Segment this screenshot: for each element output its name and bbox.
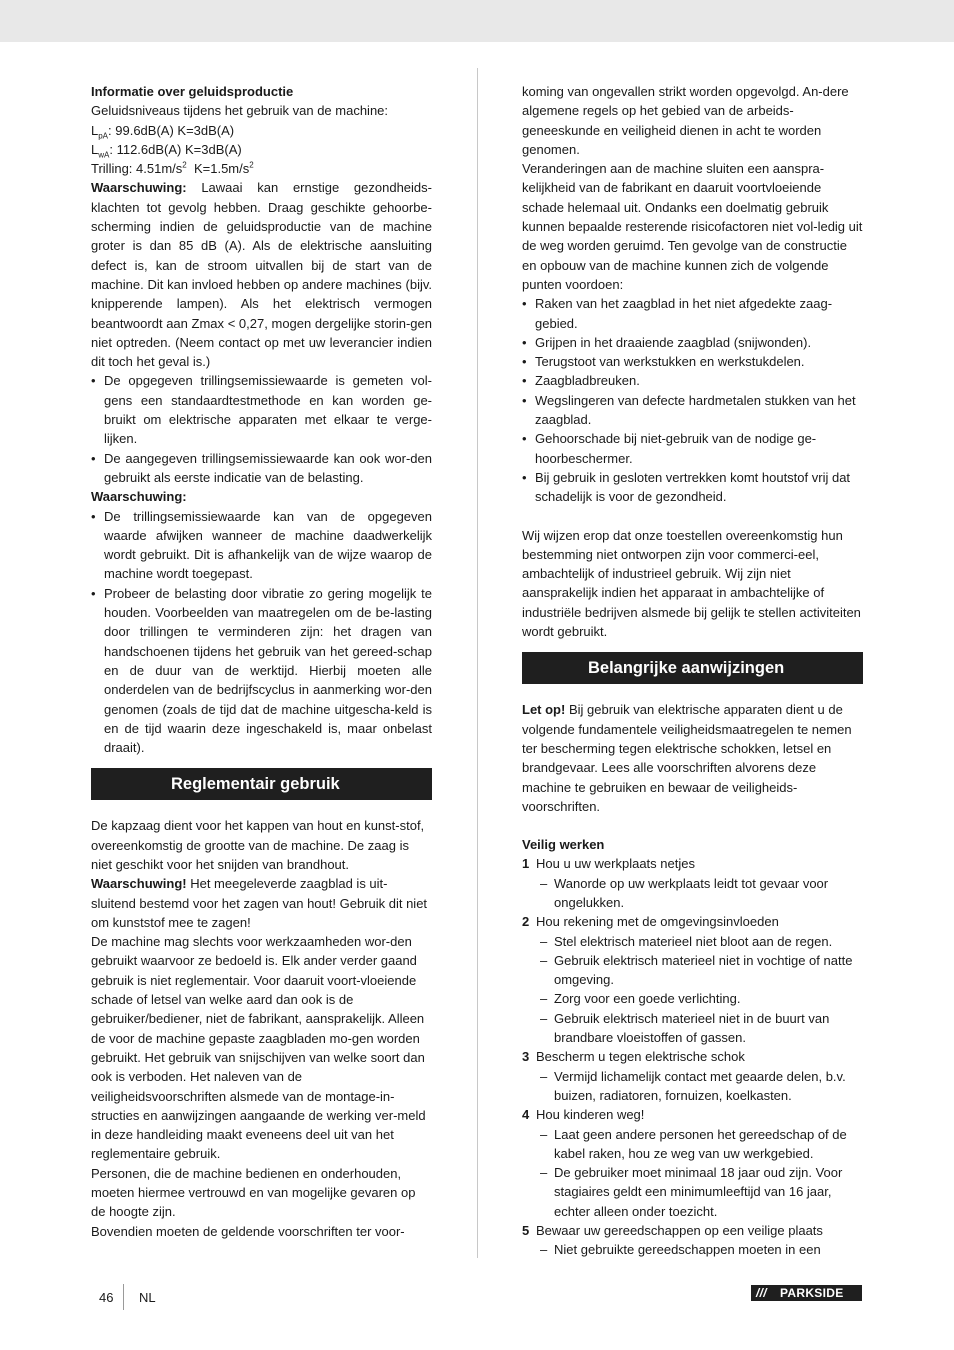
step-title: Bewaar uw gereedschappen op een veilige plaats [536, 1223, 823, 1239]
list-item: – Vermijd lichamelijk contact met geaarde delen, b.v. buizen, radiatoren, fornuizen, koelkasten. [522, 1067, 863, 1106]
intended-use-paragraph: De kapzaag dient voor het kappen van hout en kunst-stof, overeenkomstig de grootte van de machine. De zaag is niet geschikt voor het snijden van brandhout. [91, 818, 425, 872]
lpa-subscript: pA [98, 131, 109, 141]
list-item: – Zorg voor een goede verlichting. [522, 989, 863, 1008]
intended-use-paragraph: De machine mag slechts voor werkzaamheden wor-den gebruikt waarvoor ze bedoeld is. Elk ander verder gaand gebruik is niet reglementair. Voor daaruit voort-vloeiende schade of letsel van welke aard dan ook is de [91, 934, 417, 1008]
list-item: – Gebruik elektrisch materieel niet in vochtige of natte omgeving. [522, 951, 863, 990]
step-title: Hou u uw werkplaats netjes [536, 856, 695, 872]
step-title: Bescherm u tegen elektrische schok [536, 1049, 745, 1065]
section-heading-important-notes: Belangrijke aanwijzingen [522, 652, 863, 684]
logo-slashes: /// [756, 1286, 767, 1300]
vibration-line [91, 159, 432, 178]
page-number: 46 [99, 1290, 114, 1305]
list-item: • Probeer de belasting door vibratie zo gering mogelijk te houden. Voorbeelden van maatregelen om de be-lasting door trillingen te verminderen zijn: het dragen van handschoenen tijdens het gebruik van het gereed-schap en de duur van de werktijd. Hierbij moeten alle onderdelen van de bedrijfscyclus in aanmerking wor-den genomen (zoals de tijd dat de machine uitgescha-keld is en de tijd waarin deze ingeschakeld is, maar onbelast draait). [91, 584, 432, 758]
continued-paragraph: koming van ongevallen strikt worden opgevolgd. An-dere algemene regels op het gebied van de arbeids-geneeskunde en veiligheid dienen in acht te worden genomen. [522, 84, 849, 157]
noise-heading: Informatie over geluidsproductie [91, 84, 294, 99]
lpa-value: : 99.6dB(A) K=3dB(A) [108, 122, 235, 138]
lwa-symbol: L [91, 141, 99, 157]
step-number: 4 [522, 1107, 530, 1123]
list-item: • Terugstoot van werkstukken en werkstukdelen. [522, 352, 863, 371]
language-code: NL [139, 1290, 156, 1305]
list-item: – Stel elektrisch materieel niet bloot aan de regen. [522, 932, 863, 951]
vibration-warning-label: Waarschuwing: [91, 489, 187, 505]
vibration-notes-list [91, 371, 432, 487]
warning-label: Waarschuwing! [91, 876, 187, 892]
lwa-subscript: wA [98, 150, 110, 160]
right-column [522, 82, 863, 1260]
safety-steps-list [522, 854, 863, 1259]
step-title: Hou kinderen weg! [536, 1107, 645, 1123]
list-item: – Laat geen andere personen het gereedschap of de kabel raken, hou ze weg van uw werkgebied. [522, 1125, 863, 1164]
list-item: – Niet gebruikte gereedschappen moeten in een [522, 1240, 863, 1259]
list-item: • Gehoorschade bij niet-gebruik van de nodige ge-hoorbeschermer. [522, 429, 863, 468]
section-heading-intended-use: Reglementair gebruik [91, 768, 432, 800]
left-column [91, 82, 432, 1241]
safety-step [522, 1221, 863, 1260]
list-item: – De gebruiker moet minimaal 18 jaar oud zijn. Voor stagiaires geldt een minimumleeftijd van 16 jaar, echter alleen onder toezicht. [522, 1163, 863, 1221]
safety-step [522, 912, 863, 1047]
list-item: • De aangegeven trillingsemissiewaarde kan ook wor-den gebruikt als eerste indicatie van de belasting. [91, 449, 432, 488]
list-item: – Wanorde op uw werkplaats leidt tot gevaar voor ongelukken. [522, 874, 863, 913]
lwa-line [91, 140, 432, 159]
safety-step [522, 1105, 863, 1221]
vibration-unit-exponent: 2 [182, 160, 187, 170]
intended-use-warning [91, 874, 432, 932]
safety-step [522, 1047, 863, 1105]
warning-text: Het meegeleverde zaagblad is uit-sluitend bestemd voor het zagen van hout! Gebruik dit niet om kunststof mee te zagen! [91, 876, 428, 930]
vibration-value: Trilling: 4.51m/s [91, 161, 183, 177]
lpa-line [91, 121, 432, 140]
caution-paragraph [522, 700, 863, 816]
column-divider [477, 68, 478, 1258]
warning-label: Waarschuwing: [91, 180, 187, 196]
warning-text: Lawaai kan ernstige gezondheids-klachten tot gevolg hebben. Draag geschikte gehoorbe-scherming indien de geluidsproductie van de machine groter is dan 85 dB (A). Als de elektrische aansluiting defect is, kan de stroom uitvallen bij de start van de machine. Dit kan invloed hebben op andere machines (bijv. knipperende lampen). Als het elektrisch vermogen beantwoordt aan Zmax < 0,27, mogen dergelijke storin-gen niet optreden. (Neem contact op met uw leverancier indien dit toch het geval is.) [91, 180, 432, 370]
list-item: • De opgegeven trillingsemissiewaarde is gemeten vol-gens een standaardtestmethode en kan worden ge-bruikt om elektrische apparaten met elkaar te verge-lijken. [91, 371, 432, 448]
list-item: • Grijpen in het draaiende zaagblad (snijwonden). [522, 333, 863, 352]
safety-step [522, 854, 863, 912]
list-item: • De trillingsemissiewaarde kan van de opgegeven waarde afwijken wanneer de machine daadwerkelijk wordt gebruikt. Dit is afhankelijk van de wijze waarop de machine wordt toegepast. [91, 507, 432, 584]
lpa-symbol: L [91, 122, 99, 138]
intended-use-paragraph: Personen, die de machine bedienen en onderhouden, moeten hiermee vertrouwd en van mogelijke gevaren op de hoogte zijn. [91, 1165, 416, 1220]
residual-risks-list [522, 294, 863, 506]
footer-divider [123, 1284, 124, 1310]
list-item: • Bij gebruik in gesloten vertrekken komt houtstof vrij dat schadelijk is voor de gezondheid. [522, 468, 863, 507]
list-item: – Gebruik elektrisch materieel niet in de buurt van brandbare vloeistoffen of gassen. [522, 1009, 863, 1048]
top-band [0, 0, 954, 42]
step-title: Hou rekening met de omgevingsinvloeden [536, 914, 779, 930]
caution-label: Let op! [522, 702, 566, 718]
list-item: • Raken van het zaagblad in het niet afgedekte zaag-gebied. [522, 294, 863, 333]
intended-use-paragraph: Bovendien moeten de geldende voorschriften ter voor- [91, 1223, 405, 1239]
step-number: 1 [522, 856, 530, 872]
noise-warning [91, 178, 432, 371]
vibration-k-value: K=1.5m/s [186, 161, 250, 177]
intended-use-paragraph: gebruiker/bediener, niet de fabrikant, aansprakelijk. Alleen de voor de machine gepaste zaagbladen mo-gen worden gebruikt. Het gebruik van snijschijven van welke soort dan ook is verboden. Het naleven van de veiligheidsvoorschriften alsmede van de montage-in-structies en aanwijzingen aangaande de werking ver-meld in deze handleiding maakt eveneens deel uit van het reglementaire gebruik. [91, 1011, 426, 1162]
list-item: • Wegslingeren van defecte hardmetalen stukken van het zaagblad. [522, 391, 863, 430]
parkside-logo [751, 1285, 862, 1301]
liability-paragraph: Veranderingen aan de machine sluiten een aanspra-kelijkheid van de fabrikant en daaruit voortvloeiende schade helemaal uit. Ondanks een doelmatig gebruik kunnen bepaalde resterende risicofactoren niet vol-ledig uit de weg worden geruimd. Ten gevolge van de constructie en opbouw van de machine kunnen zich de volgende punten voordoen: [522, 161, 863, 292]
safe-working-heading: Veilig werken [522, 837, 605, 853]
logo-text: PARKSIDE [780, 1286, 844, 1300]
commercial-use-paragraph: Wij wijzen erop dat onze toestellen overeenkomstig hun bestemming niet ontworpen zijn voor commerci-eel, ambachtelijk of industrieel gebruik. Wij zijn niet aansprakelijk indien het apparaat in ambachtelijke of industriële bedrijven alsmede bij gelijk te stellen activiteiten wordt gebruikt. [522, 527, 861, 640]
list-item: • Zaagbladbreuken. [522, 371, 863, 390]
noise-intro: Geluidsniveaus tijdens het gebruik van de machine: [91, 103, 389, 119]
step-number: 2 [522, 914, 530, 930]
vibration-warning-list [91, 507, 432, 758]
page-footer [0, 1284, 954, 1312]
step-number: 3 [522, 1049, 530, 1065]
lwa-value: : 112.6dB(A) K=3dB(A) [109, 141, 242, 157]
vibration-k-exponent: 2 [249, 160, 254, 170]
caution-text: Bij gebruik van elektrische apparaten dient u de volgende fundamentele veiligheidsmaatregelen te nemen ter bescherming tegen elektrische schokken, letsel en brandgevaar. Lees alle voorschriften alvorens deze machine te gebruiken en bewaar de veiligheids-voorschriften. [522, 702, 852, 814]
step-number: 5 [522, 1223, 530, 1239]
